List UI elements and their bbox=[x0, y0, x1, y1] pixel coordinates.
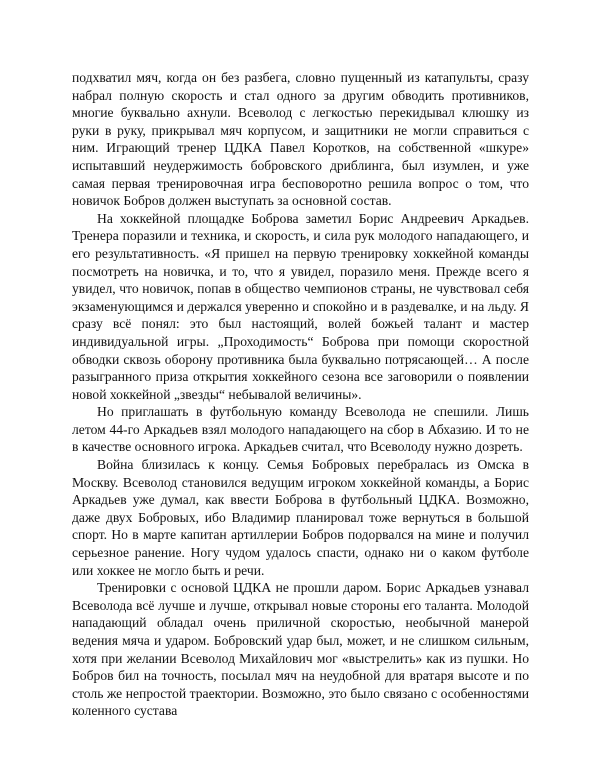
paragraph-war-end: Война близилась к концу. Семья Бобровых перебралась из Омска в Москву. Всеволод становился ведущим игроком хоккейной команды, а Борис Аркадьев уже думал, как ввести Боброва в футбольный ЦДКА. Возможно, даже двух Бобровых, ибо Владимир планировал тоже вернуться в большой спорт. Но в марте капитан артиллерии Бобров подорвался на мине и получил серьезное ранение. Ногу чудом удалось спасти, однако ни о каком футболе или хоккее не могло быть и речи. bbox=[72, 457, 529, 578]
paragraph-football-invitation: Но приглашать в футбольную команду Всеволода не спешили. Лишь летом 44-го Аркадьев взял молодого нападающего на сбор в Абхазию. И то не в качестве основного игрока. Аркадьев считал, что Всеволоду нужно дозреть. bbox=[72, 404, 529, 455]
paragraph-continuation: подхватил мяч, когда он без разбега, словно пущенный из катапульты, сразу набрал полную скорость и стал одного за другим обводить противников, многие буквально ахнули. Всеволод с легкостью перекидывал клюшку из руки в руку, прикрывал мяч корпусом, и защитники не могли справиться с ним. Играющий тренер ЦДКА Павел Коротков, на собственной «шкуре» испытавший неудержимость бобровского дриблинга, был изумлен, и уже самая первая тренировочная игра бесповоротно решила вопрос о том, что новичок Бобров должен выступать за основной состав. bbox=[72, 70, 529, 209]
paragraph-arkadyev-notice: На хоккейной площадке Боброва заметил Борис Андреевич Аркадьев. Тренера поразили и техника, и скорость, и сила рук молодого нападающего, и его результативность. «Я пришел на первую тренировку хоккейной команды посмотреть на новичка, и то, что я увидел, поразило меня. Прежде всего я увидел, что новичок, попав в общество чемпионов страны, не чувствовал себя экзаменующимся и держался уверенно и спокойно и в раздевалке, и на льду. Я сразу всё понял: это был настоящий, волей божьей талант и мастер индивидуальной игры. „Проходимость“ Боброва при помощи скоростной обводки сквозь оборону противника была буквально потрясающей… А после разыгранного приза открытия хоккейного сезона все заговорили о появлении новой хоккейной „звезды“ небывалой величины». bbox=[72, 210, 529, 402]
document-page bbox=[72, 69, 529, 720]
paragraph-training: Тренировки с основой ЦДКА не прошли даром. Борис Аркадьев узнавал Всеволода всё лучше и лучше, открывал новые стороны его таланта. Молодой нападающий обладал очень приличной скоростью, необычной манерой ведения мяча и ударом. Бобровский удар был, может, и не слишком сильным, хотя при желании Всеволод Михайлович мог «выстрелить» как из пушки. Но Бобров бил на точность, посылал мяч на неудобной для вратаря высоте и по столь же непростой траектории. Возможно, это было связано с особенностями коленного сустава bbox=[72, 580, 529, 719]
